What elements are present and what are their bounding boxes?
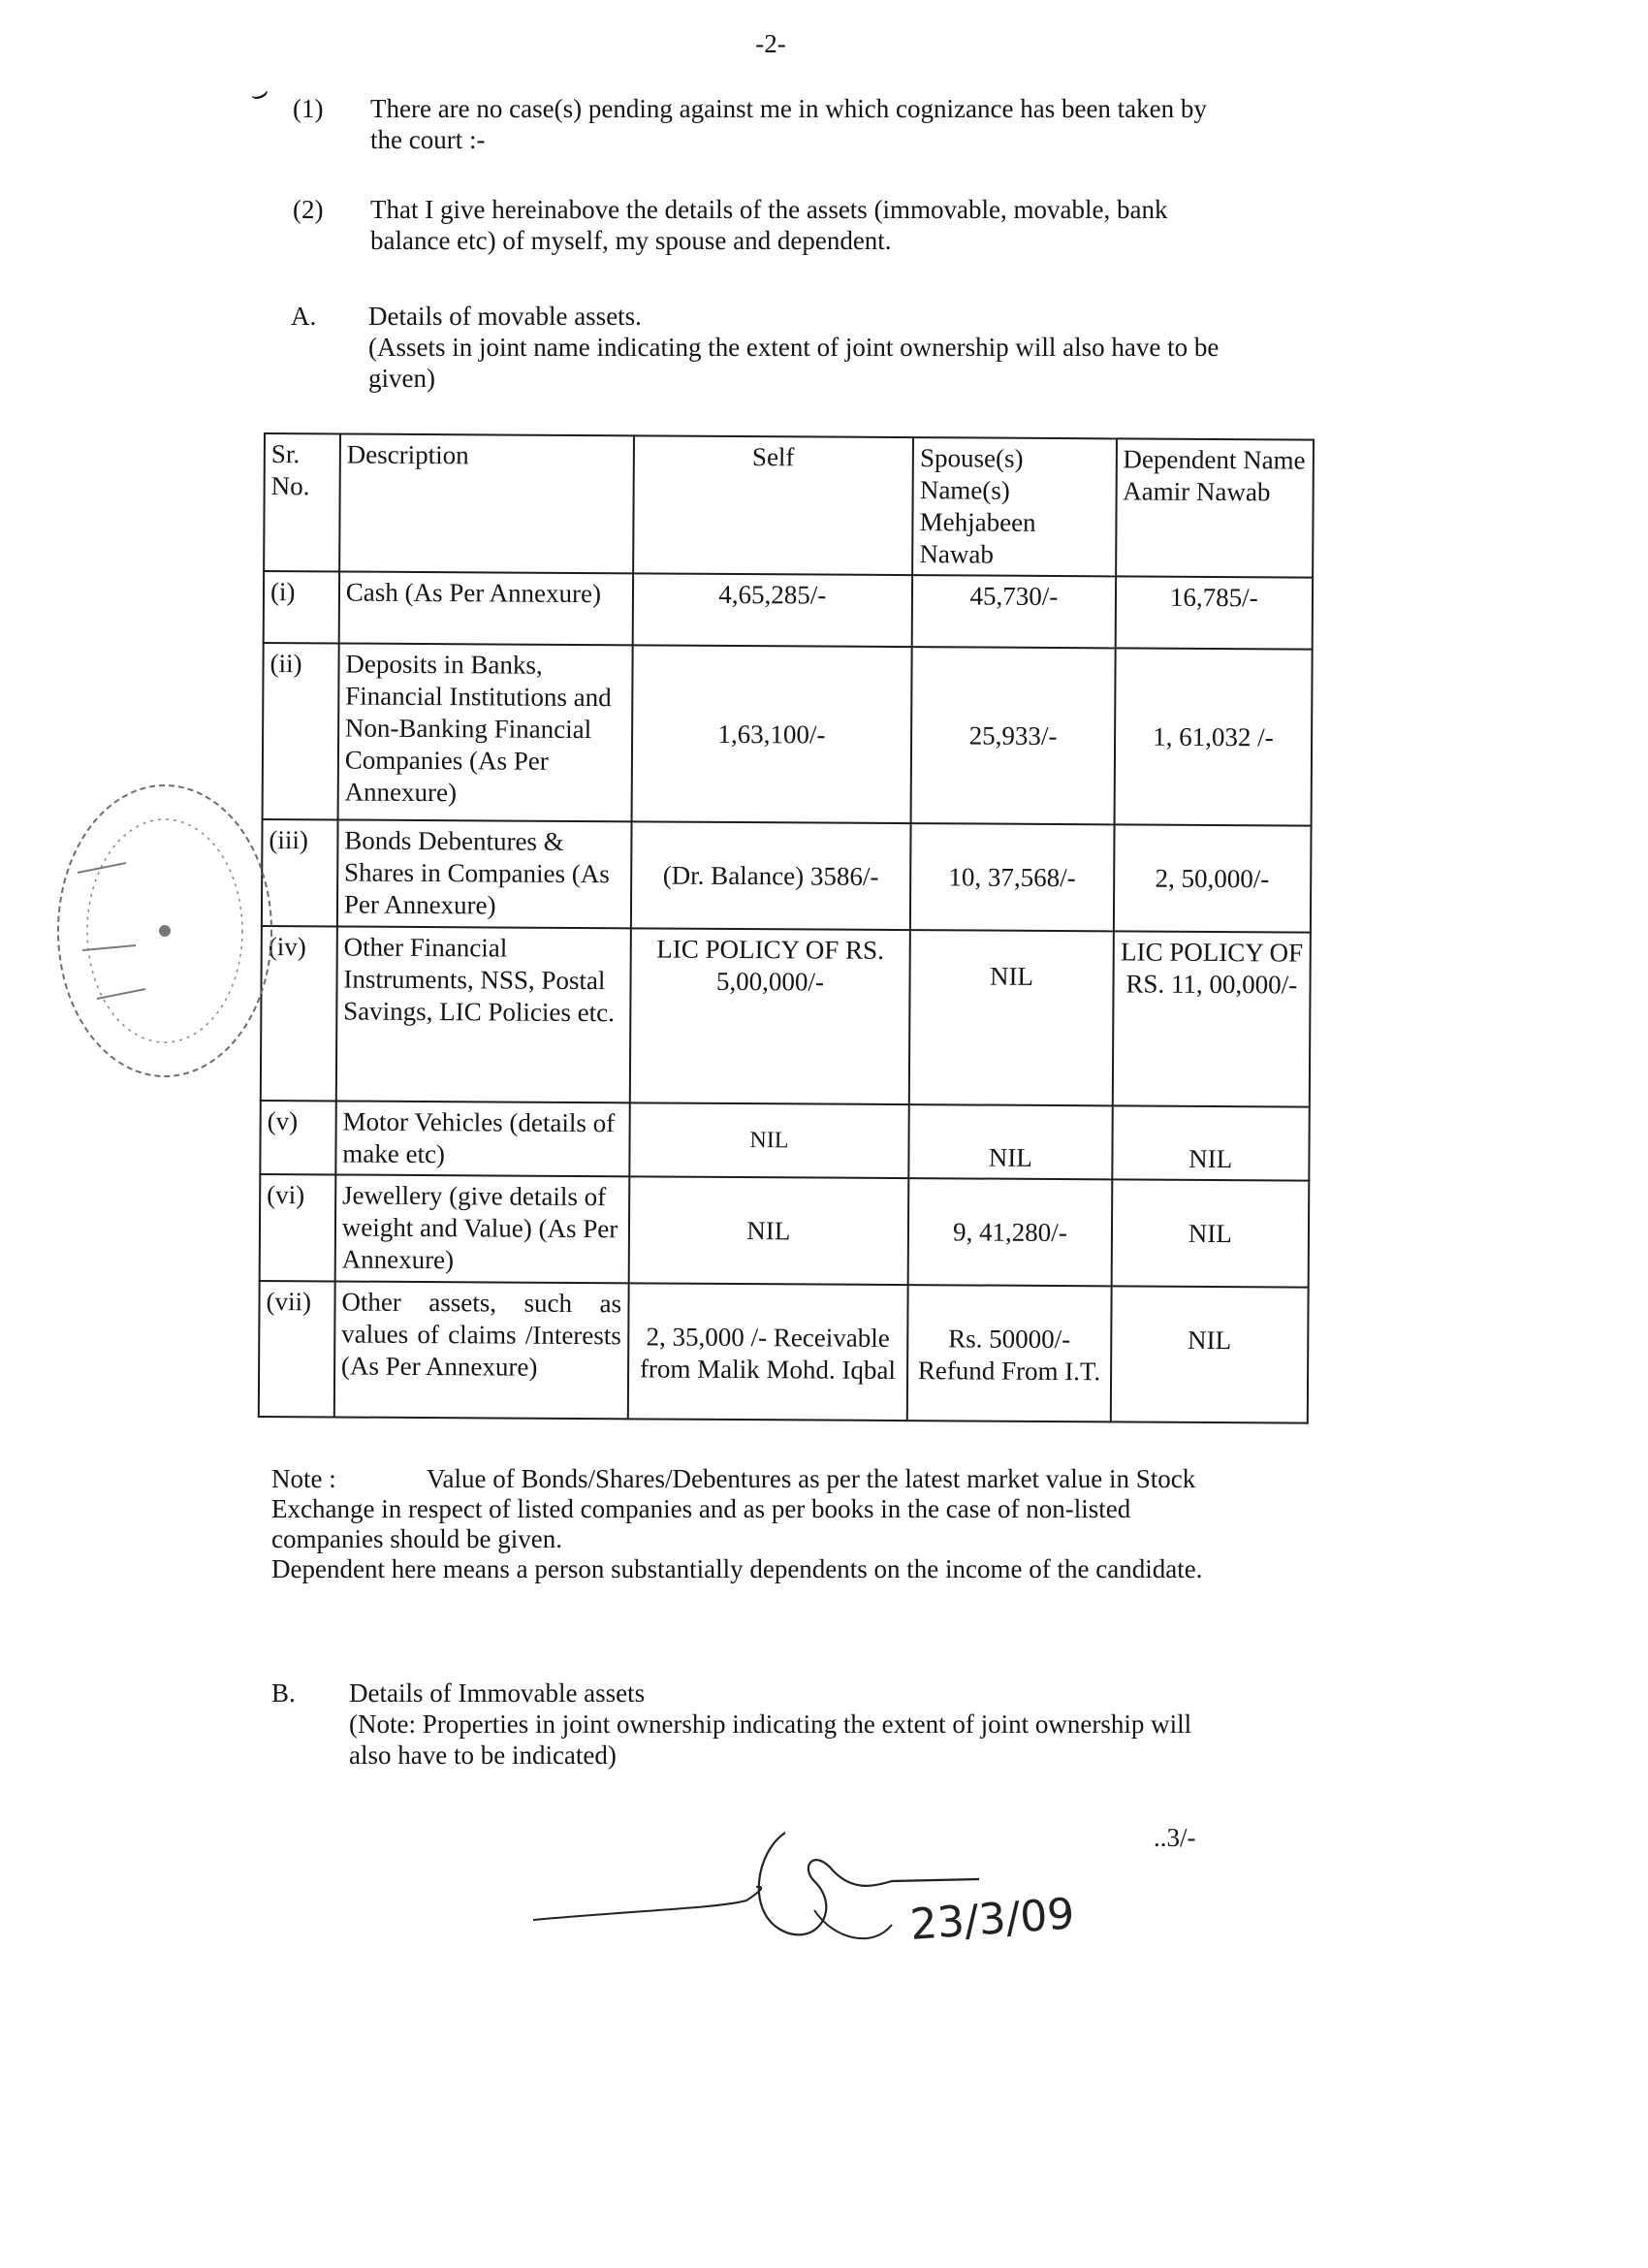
table-row: [260, 1174, 1310, 1288]
handwritten-signature: [523, 1794, 1202, 1978]
cell-spouse: 9, 41,280/-: [908, 1178, 1112, 1286]
movable-assets-table: [258, 432, 1315, 1424]
clause-number: (1): [293, 94, 324, 123]
section-subtitle: (Note: Properties in joint ownership indicating the extent of joint ownership will also have to be indicated): [349, 1709, 1192, 1770]
section-title: Details of Immovable assets: [349, 1678, 646, 1708]
section-subtitle: (Assets in joint name indicating the extent of joint ownership will also have to be given): [368, 333, 1220, 393]
clause-text: There are no case(s) pending against me in which cognizance has been taken by the court :-: [370, 94, 1207, 154]
cell-dependent: NIL: [1110, 1286, 1308, 1422]
cell-description: Other assets, such as values of claims /Interests (As Per Annexure): [334, 1281, 629, 1419]
cell-sr: (iv): [261, 926, 337, 1101]
cell-spouse: 25,933/-: [911, 647, 1115, 824]
table-row: [262, 819, 1312, 933]
cell-spouse: 45,730/-: [912, 575, 1116, 648]
table-row: [259, 1281, 1309, 1423]
table-row: [263, 643, 1313, 826]
cell-self: 4,65,285/-: [632, 573, 912, 647]
cell-sr: (vi): [260, 1174, 336, 1281]
cell-description: Jewellery (give details of weight and Value) (As Per Annexure): [334, 1174, 628, 1283]
cell-self: NIL: [628, 1176, 908, 1285]
table-header-row: [264, 433, 1314, 578]
cell-dependent: 16,785/-: [1115, 576, 1313, 649]
cell-dependent: 1, 61,032 /-: [1114, 648, 1313, 825]
cell-dependent: NIL: [1111, 1179, 1309, 1287]
cell-self: 2, 35,000 /- Receivable from Malik Mohd. Iqbal: [627, 1283, 908, 1421]
cell-dependent: 2, 50,000/-: [1113, 824, 1311, 932]
cell-spouse: Rs. 50000/- Refund From I.T.: [907, 1285, 1111, 1421]
cell-description: Bonds Debentures & Shares in Companies (As Per Annexure): [337, 819, 631, 928]
cell-sr: (iii): [262, 819, 338, 926]
page-continuation: ..3/-: [1154, 1823, 1196, 1852]
table-row: [260, 1101, 1309, 1181]
note-label: Note :: [271, 1464, 336, 1493]
cell-self: (Dr. Balance) 3586/-: [630, 821, 910, 930]
note-text-dependent: Dependent here means a person substantially dependents on the income of the candidate.: [271, 1554, 1203, 1583]
section-number: B.: [271, 1678, 296, 1708]
cell-spouse: 10, 37,568/-: [910, 823, 1114, 931]
cell-spouse: NIL: [909, 1104, 1113, 1179]
pen-tick-mark: ⌣: [244, 75, 274, 112]
header-self: Self: [633, 435, 914, 575]
clause-number: (2): [293, 195, 324, 224]
header-sr-no: Sr. No.: [264, 433, 340, 571]
cell-sr: (v): [260, 1101, 335, 1174]
section-title: Details of movable assets.: [368, 302, 642, 331]
table-row: [261, 926, 1311, 1107]
header-dependent: Dependent Name Aamir Nawab: [1116, 438, 1314, 577]
note-block: [271, 1464, 1210, 1584]
cell-sr: (vii): [259, 1281, 335, 1417]
note-text-listed-value: Value of Bonds/Shares/Debentures as per the latest market value in Stock Exchange in respect of listed companies and as per books in the case of non-listed companies should be given.: [271, 1464, 1196, 1553]
clause-text: That I give hereinabove the details of the assets (immovable, movable, bank balance etc) of myself, my spouse and dependent.: [370, 195, 1168, 255]
cell-sr: (i): [264, 571, 339, 643]
cell-dependent: LIC POLICY OF RS. 11, 00,000/-: [1112, 931, 1311, 1106]
round-seal-stamp-icon: [39, 756, 291, 1105]
signature-stroke: [533, 1887, 761, 1920]
cell-description: Motor Vehicles (details of make etc): [335, 1101, 629, 1176]
header-description: Description: [339, 433, 634, 573]
page-number: -2-: [755, 29, 786, 58]
cell-self: NIL: [629, 1102, 909, 1178]
cell-description: Deposits in Banks, Financial Institutions and Non-Banking Financial Companies (As Per Annexure): [337, 643, 632, 821]
section-number: A.: [291, 302, 317, 331]
header-spouse: Spouse(s) Name(s) Mehjabeen Nawab: [912, 437, 1116, 576]
cell-description: Other Financial Instruments, NSS, Postal Savings, LIC Policies etc.: [336, 926, 631, 1102]
cell-self: 1,63,100/-: [631, 645, 912, 823]
cell-sr: (ii): [263, 643, 339, 819]
cell-spouse: NIL: [909, 930, 1113, 1105]
cell-dependent: NIL: [1112, 1105, 1310, 1180]
table-row: [264, 571, 1313, 650]
signature-date: 23/3/09: [908, 1889, 1076, 1950]
cell-self: LIC POLICY OF RS. 5,00,000/-: [629, 928, 910, 1104]
cell-description: Cash (As Per Annexure): [339, 571, 633, 645]
